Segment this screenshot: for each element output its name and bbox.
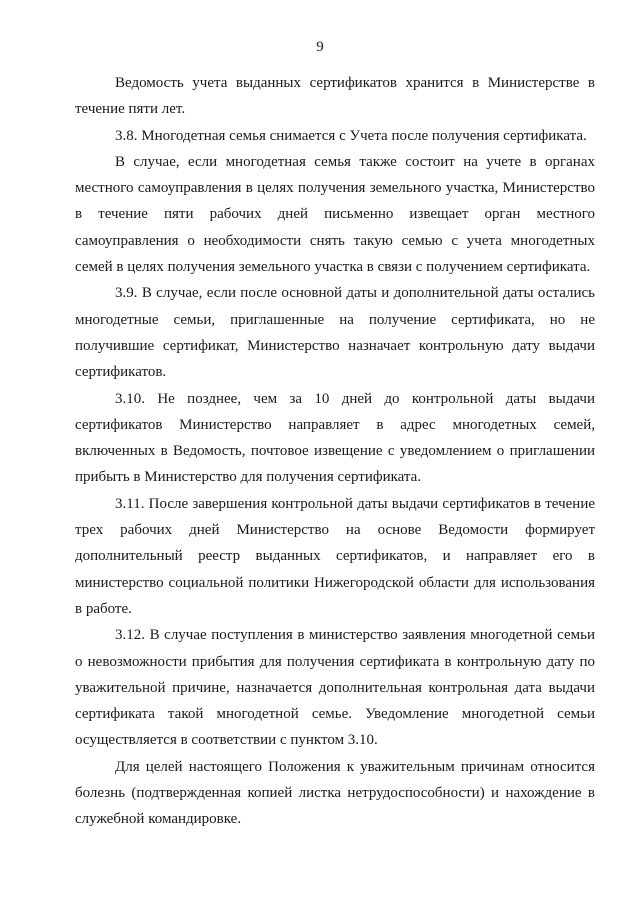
paragraph-3-9: 3.9. В случае, если после основной даты и дополнительной даты остались многодетные семьи, приглашенные на получение сертификата, но не получившие сертификат, Министерство назначает контрольную дату выдачи сертификатов. [75, 285, 595, 381]
paragraph-3-10: 3.10. Не позднее, чем за 10 дней до контрольной даты выдачи сертификатов Министерство направляет в адрес многодетных семей, включенных в Ведомость, почтовое извещение с уведомлением о приглашении прибыть в Министерство для получения сертификата. [75, 390, 595, 486]
paragraph-3-12: 3.12. В случае поступления в министерство заявления многодетной семьи о невозможности прибытия для получения сертификата в контрольную дату по уважительной причине, назначается дополнительная контрольная дата выдачи сертификата такой многодетной семье. Уведомление многодетной семьи осуществляется в соответствии с пунктом 3.10. [75, 627, 595, 749]
paragraph-valid-reasons: Для целей настоящего Положения к уважительным причинам относится болезнь (подтвержденная копией листка нетрудоспособности) и нахождение в служебной командировке. [75, 758, 595, 828]
paragraph-3-11: 3.11. После завершения контрольной даты выдачи сертификатов в течение трех рабочих дней Министерство на основе Ведомости формирует дополнительный реестр выданных сертификатов, и направляет его в министерство социальной политики Нижегородской области для использования в работе. [75, 495, 595, 617]
paragraph-ledger-storage: Ведомость учета выданных сертификатов хранится в Министерстве в течение пяти лет. [75, 75, 595, 118]
paragraph-3-8: 3.8. Многодетная семья снимается с Учета после получения сертификата. [115, 127, 587, 144]
paragraph-local-registry-notice: В случае, если многодетная семья также состоит на учете в органах местного самоуправления в целях получения земельного участка, Министерство в течение пяти рабочих дней письменно извещает орган местного самоуправления о необходимости снять такую семью с учета многодетных семей в целях получения земельного участка в связи с получением сертификата. [75, 153, 595, 276]
page-number: 9 [316, 39, 324, 55]
document-body [75, 70, 595, 833]
